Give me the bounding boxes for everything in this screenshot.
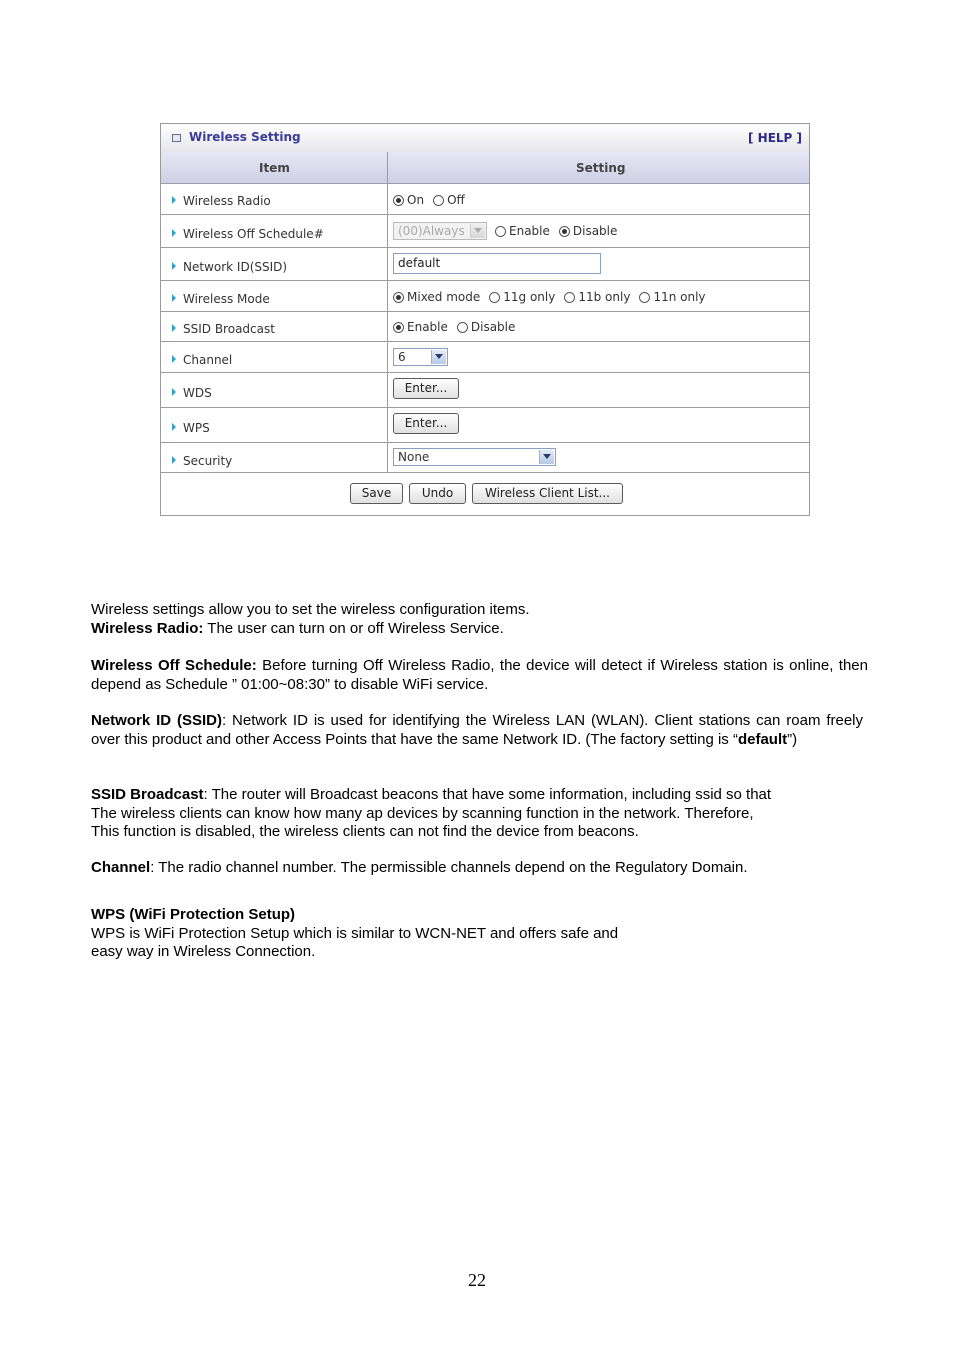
wireless-client-list-button[interactable]: Wireless Client List...: [472, 483, 623, 504]
panel-titlebar: [161, 124, 809, 153]
radio-desc: The user can turn on or off Wireless Service.: [203, 619, 504, 637]
radio-label: 11g only: [503, 290, 556, 304]
ssid-end: ”): [787, 730, 798, 748]
radio-mixed-mode[interactable]: [393, 292, 404, 303]
row-label: WDS: [183, 386, 212, 400]
wireless-setting-panel: [160, 123, 810, 516]
row-label: Channel: [183, 353, 233, 367]
radio-11g-only[interactable]: [489, 292, 500, 303]
ssid-control: [393, 253, 601, 274]
schedule-controls: [393, 222, 626, 240]
wds-enter-button[interactable]: Enter...: [393, 378, 459, 399]
radio-broadcast-enable[interactable]: [393, 322, 404, 333]
save-button[interactable]: Save: [350, 483, 403, 504]
wps-heading: WPS (WiFi Protection Setup): [91, 906, 296, 923]
window-icon: [172, 134, 181, 142]
wps-paragraph: [91, 906, 864, 962]
arrow-icon: [172, 196, 176, 204]
channel-paragraph: [91, 859, 864, 878]
panel-title: Wireless Setting: [189, 130, 301, 144]
ssid-paragraph: [91, 712, 863, 749]
schedule-term: Wireless Off Schedule:: [91, 657, 257, 674]
radio-label: 11n only: [653, 290, 706, 304]
broadcast-term: SSID Broadcast: [91, 786, 204, 803]
broadcast-paragraph: [91, 786, 864, 842]
row-label: SSID Broadcast: [183, 322, 275, 336]
security-select[interactable]: [393, 448, 556, 466]
row-wds: [161, 373, 809, 408]
wireless-mode-options: [393, 290, 715, 304]
schedule-paragraph: [91, 657, 868, 694]
radio-label: Disable: [470, 320, 516, 334]
channel-select[interactable]: [393, 348, 448, 366]
schedule-select[interactable]: [393, 222, 487, 240]
chevron-down-icon: [431, 350, 446, 364]
radio-schedule-enable[interactable]: [495, 226, 506, 237]
radio-label: Off: [447, 193, 465, 207]
schedule-desc: Before turning Off Wireless Radio, the device will detect if Wireless station is online, then depend as Schedule ” 01:00~08:30” to disable WiFi service.: [91, 657, 868, 693]
column-header-item: Item: [259, 161, 290, 175]
column-header-setting: Setting: [576, 161, 626, 175]
arrow-icon: [172, 324, 176, 332]
ssid-desc: : Network ID is used for identifying the Wireless LAN (WLAN). Client stations can roam freely over this product and other Access Points that have the same Network ID. (The factory setting is “: [91, 712, 864, 748]
help-link[interactable]: [ HELP ]: [747, 131, 802, 145]
broadcast-line-1: [91, 786, 864, 805]
radio-off[interactable]: [433, 195, 444, 206]
radio-11b-only[interactable]: [564, 292, 575, 303]
radio-label: Mixed mode: [407, 290, 481, 304]
radio-schedule-disable[interactable]: [559, 226, 570, 237]
radio-label: Enable: [407, 320, 448, 334]
radio-term: Wireless Radio:: [91, 619, 204, 637]
wps-control: [393, 413, 459, 434]
arrow-icon: [172, 229, 176, 237]
row-label: Security: [183, 454, 233, 468]
row-security: [161, 443, 809, 473]
wps-line-1: WPS is WiFi Protection Setup which is similar to WCN-NET and offers safe and: [91, 924, 619, 942]
arrow-icon: [172, 423, 176, 431]
row-label: Network ID(SSID): [183, 260, 288, 274]
wps-line-2: easy way in Wireless Connection.: [91, 943, 316, 960]
row-ssid-broadcast: [161, 312, 809, 342]
ssid-term: Network ID (SSID): [91, 712, 222, 729]
channel-term: Channel: [91, 859, 151, 876]
channel-control: [393, 348, 448, 366]
wireless-radio-options: [393, 193, 474, 207]
security-control: [393, 448, 556, 466]
broadcast-desc: : The router will Broadcast beacons that have some information, including ssid so that: [203, 786, 772, 803]
action-buttons: [350, 483, 623, 504]
wps-enter-button[interactable]: Enter...: [393, 413, 459, 434]
row-label: Wireless Mode: [183, 292, 270, 306]
security-select-value: None: [398, 450, 430, 464]
chevron-down-icon: [470, 224, 485, 238]
row-channel: [161, 342, 809, 373]
arrow-icon: [172, 262, 176, 270]
row-wps: [161, 408, 809, 443]
page-number: 22: [468, 1270, 486, 1290]
row-wireless-radio: [161, 184, 809, 215]
intro-paragraph: [91, 601, 864, 638]
chevron-down-icon: [539, 450, 554, 464]
ssid-input[interactable]: default: [393, 253, 601, 274]
radio-broadcast-disable[interactable]: [457, 322, 468, 333]
arrow-icon: [172, 294, 176, 302]
intro-text: Wireless settings allow you to set the wireless configuration items.: [91, 601, 530, 618]
radio-label: Enable: [509, 224, 550, 238]
arrow-icon: [172, 355, 176, 363]
ssid-broadcast-options: [393, 320, 524, 334]
row-wireless-off-schedule: [161, 215, 809, 248]
radio-11n-only[interactable]: [639, 292, 650, 303]
undo-button[interactable]: Undo: [409, 483, 466, 504]
radio-label: Disable: [572, 224, 618, 238]
table-header: [161, 152, 809, 184]
channel-desc: : The radio channel number. The permissible channels depend on the Regulatory Domain.: [150, 859, 748, 876]
row-wireless-mode: [161, 281, 809, 312]
arrow-icon: [172, 388, 176, 396]
schedule-select-value: (00)Always: [398, 224, 465, 238]
channel-select-value: 6: [398, 350, 406, 364]
broadcast-line-2: The wireless clients can know how many ap devices by scanning function in the network. Therefore,: [91, 804, 754, 822]
row-network-id: [161, 248, 809, 281]
radio-on[interactable]: [393, 195, 404, 206]
wds-control: [393, 378, 459, 399]
ssid-default: default: [737, 730, 788, 748]
row-label: WPS: [183, 421, 210, 435]
broadcast-line-3: This function is disabled, the wireless clients can not find the device from beacons.: [91, 823, 639, 840]
radio-label: 11b only: [578, 290, 631, 304]
radio-label: On: [407, 193, 425, 207]
radio-description: [91, 620, 864, 639]
row-label: Wireless Radio: [183, 194, 271, 208]
row-label: Wireless Off Schedule#: [183, 227, 324, 241]
arrow-icon: [172, 456, 176, 464]
